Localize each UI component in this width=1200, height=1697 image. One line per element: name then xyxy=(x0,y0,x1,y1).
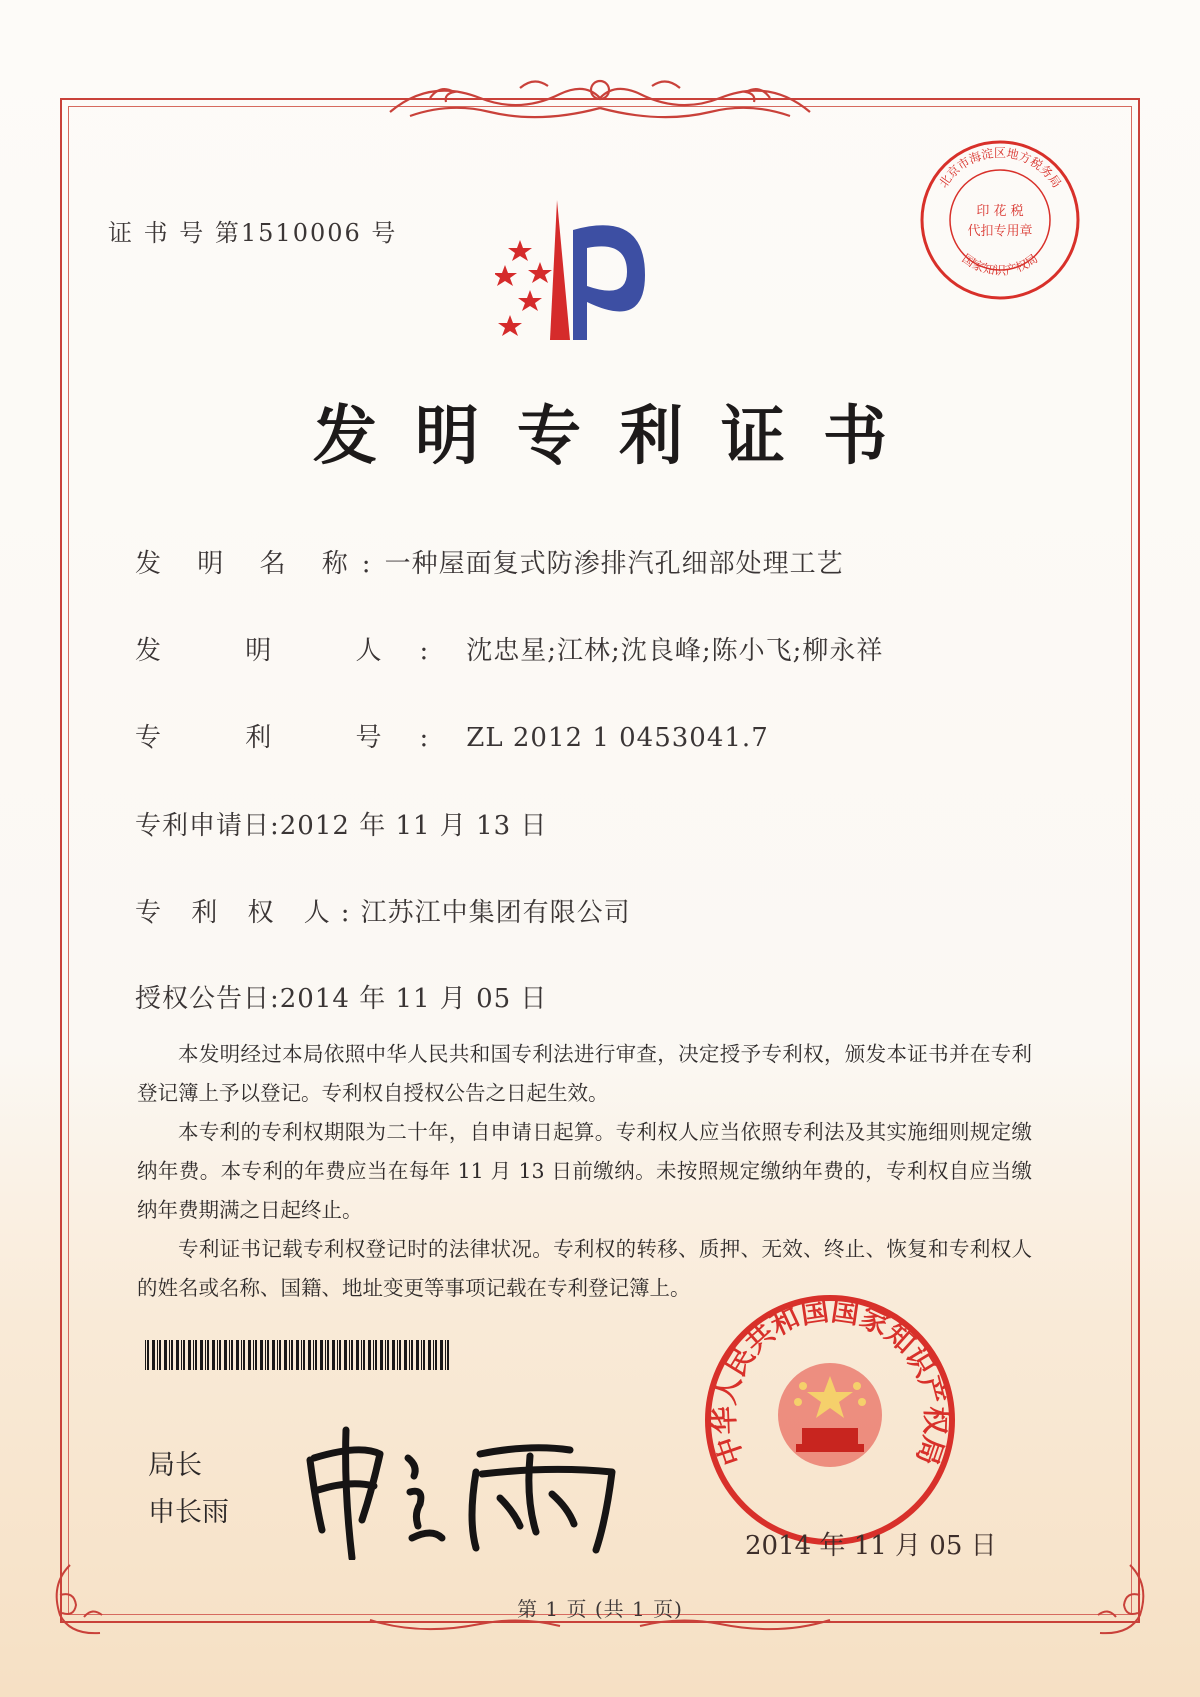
barcode-bar xyxy=(387,1340,389,1370)
barcode-bar xyxy=(421,1340,422,1370)
barcode-bar xyxy=(339,1340,341,1370)
barcode-bar xyxy=(200,1340,203,1370)
body-paragraph: 专利证书记载专利权登记时的法律状况。专利权的转移、质押、无效、终止、恢复和专利权人的姓名或名称、国籍、地址变更等事项记载在专利登记簿上。 xyxy=(137,1237,1032,1300)
barcode-bar xyxy=(255,1340,257,1370)
barcode-bar xyxy=(435,1340,437,1370)
stamp-official-seal xyxy=(700,1290,960,1550)
field-label: 专 利 号: xyxy=(135,723,467,753)
seal-text: 中华人民共和国国家知识产权局 xyxy=(707,1293,953,1470)
field-application-date xyxy=(135,805,547,842)
patent-office-emblem xyxy=(495,190,695,350)
barcode xyxy=(145,1340,450,1370)
svg-text:国家知识产权局 xyxy=(960,251,1041,277)
barcode-bar xyxy=(229,1340,230,1370)
barcode-bar xyxy=(409,1340,410,1370)
barcode-bar xyxy=(159,1340,161,1370)
barcode-bar xyxy=(380,1340,383,1370)
barcode-bar xyxy=(231,1340,233,1370)
barcode-bar xyxy=(183,1340,185,1370)
barcode-bar xyxy=(289,1340,290,1370)
tax-seal-outer-text: 北京市海淀区地方税务局 xyxy=(936,146,1064,191)
barcode-bar xyxy=(445,1340,446,1370)
barcode-bar xyxy=(416,1340,419,1370)
field-label: 授权公告日: xyxy=(135,984,280,1014)
barcode-bar xyxy=(241,1340,242,1370)
barcode-bar xyxy=(224,1340,227,1370)
barcode-bar xyxy=(217,1340,218,1370)
tax-seal-inner-line2: 代扣专用章 xyxy=(967,224,1033,239)
barcode-bar xyxy=(301,1340,302,1370)
barcode-bar xyxy=(433,1340,434,1370)
barcode-bar xyxy=(147,1340,149,1370)
barcode-bar xyxy=(404,1340,407,1370)
barcode-bar xyxy=(171,1340,173,1370)
barcode-bar xyxy=(181,1340,182,1370)
national-emblem-icon xyxy=(778,1363,882,1467)
barcode-bar xyxy=(253,1340,254,1370)
barcode-bar xyxy=(320,1340,323,1370)
certificate-body xyxy=(137,1035,1032,1308)
seal-date: 2014 年 11 月 05 日 xyxy=(745,1531,997,1561)
field-value: 2014 年 11 月 05 日 xyxy=(279,984,548,1014)
barcode-bar xyxy=(428,1340,431,1370)
body-paragraph: 本发明经过本局依照中华人民共和国专利法进行审查，决定授予专利权，颁发本证书并在专利登记簿上予以登记。专利权自授权公告之日起生效。 xyxy=(137,1042,1032,1105)
field-inventors xyxy=(135,630,883,667)
barcode-bar xyxy=(351,1340,353,1370)
barcode-bar xyxy=(385,1340,386,1370)
barcode-bar xyxy=(315,1340,317,1370)
barcode-bar xyxy=(193,1340,194,1370)
barcode-bar xyxy=(356,1340,359,1370)
field-patent-number xyxy=(135,717,769,754)
barcode-bar xyxy=(363,1340,365,1370)
barcode-bar xyxy=(447,1340,449,1370)
barcode-bar xyxy=(219,1340,221,1370)
field-value: 江苏江中集团有限公司 xyxy=(360,898,631,928)
barcode-bar xyxy=(277,1340,278,1370)
barcode-bar xyxy=(325,1340,326,1370)
field-value: 一种屋面复式防渗排汽孔细部处理工艺 xyxy=(384,549,844,579)
barcode-bar xyxy=(296,1340,299,1370)
barcode-bar xyxy=(291,1340,293,1370)
barcode-bar xyxy=(145,1340,146,1370)
barcode-bar xyxy=(212,1340,215,1370)
barcode-bar xyxy=(337,1340,338,1370)
barcode-bar xyxy=(169,1340,170,1370)
top-ornament xyxy=(370,68,830,130)
barcode-bar xyxy=(195,1340,197,1370)
tax-seal-inner-line1: 印 花 税 xyxy=(976,204,1024,219)
barcode-bar xyxy=(176,1340,179,1370)
barcode-bar xyxy=(373,1340,374,1370)
signatory-name: 申长雨 xyxy=(148,1497,229,1528)
barcode-bar xyxy=(205,1340,206,1370)
field-label: 发 明 名 称: xyxy=(135,549,385,579)
barcode-bar xyxy=(423,1340,425,1370)
barcode-bar xyxy=(248,1340,251,1370)
field-label: 发 明 人: xyxy=(135,636,467,666)
certificate-number: 证 书 号 第1510006 号 xyxy=(108,219,398,247)
barcode-bar xyxy=(272,1340,275,1370)
barcode-bar xyxy=(265,1340,266,1370)
tax-seal-bottom-text: 国家知识产权局 xyxy=(959,251,1041,278)
certificate-title: 发明专利证书 xyxy=(313,399,925,474)
barcode-bar xyxy=(308,1340,311,1370)
barcode-bar xyxy=(152,1340,155,1370)
barcode-bar xyxy=(157,1340,158,1370)
barcode-bar xyxy=(397,1340,398,1370)
barcode-bar xyxy=(164,1340,167,1370)
barcode-bar xyxy=(344,1340,347,1370)
field-grant-date xyxy=(135,978,547,1015)
barcode-bar xyxy=(243,1340,245,1370)
barcode-bar xyxy=(260,1340,263,1370)
barcode-bar xyxy=(349,1340,350,1370)
barcode-bar xyxy=(411,1340,413,1370)
field-label: 专 利 权 人: xyxy=(135,898,361,928)
barcode-bar xyxy=(440,1340,443,1370)
barcode-bar xyxy=(332,1340,335,1370)
barcode-bar xyxy=(284,1340,287,1370)
barcode-bar xyxy=(399,1340,401,1370)
barcode-bar xyxy=(392,1340,395,1370)
stamp-tax-seal xyxy=(915,135,1085,305)
page-indicator: 第 1 页 (共 1 页) xyxy=(517,1597,683,1621)
barcode-bar xyxy=(327,1340,329,1370)
barcode-bar xyxy=(207,1340,209,1370)
barcode-bar xyxy=(361,1340,362,1370)
field-value: 2012 年 11 月 13 日 xyxy=(279,811,548,841)
barcode-bar xyxy=(267,1340,269,1370)
barcode-bar xyxy=(313,1340,314,1370)
barcode-bar xyxy=(368,1340,371,1370)
barcode-bar xyxy=(188,1340,191,1370)
svg-text:北京市海淀区地方税务局 xyxy=(936,145,1064,190)
field-label: 专利申请日: xyxy=(135,811,280,841)
body-paragraph: 本专利的专利权期限为二十年，自申请日起算。专利权人应当依照专利法及其实施细则规定缴纳年费。本专利的年费应当在每年 11 月 13 日前缴纳。未按照规定缴纳年费的，专利权自应当缴纳年费期满之日起终止。 xyxy=(137,1120,1032,1222)
barcode-bar xyxy=(303,1340,305,1370)
barcode-bar xyxy=(375,1340,377,1370)
handwritten-signature xyxy=(300,1410,630,1560)
field-patentee xyxy=(135,892,631,929)
field-value: ZL 2012 1 0453041.7 xyxy=(466,723,769,753)
barcode-bar xyxy=(279,1340,281,1370)
signatory-title: 局长 xyxy=(148,1450,202,1481)
barcode-bar xyxy=(236,1340,239,1370)
field-value: 沈忠星;江林;沈良峰;陈小飞;柳永祥 xyxy=(466,636,884,666)
field-invention-name xyxy=(135,543,844,580)
